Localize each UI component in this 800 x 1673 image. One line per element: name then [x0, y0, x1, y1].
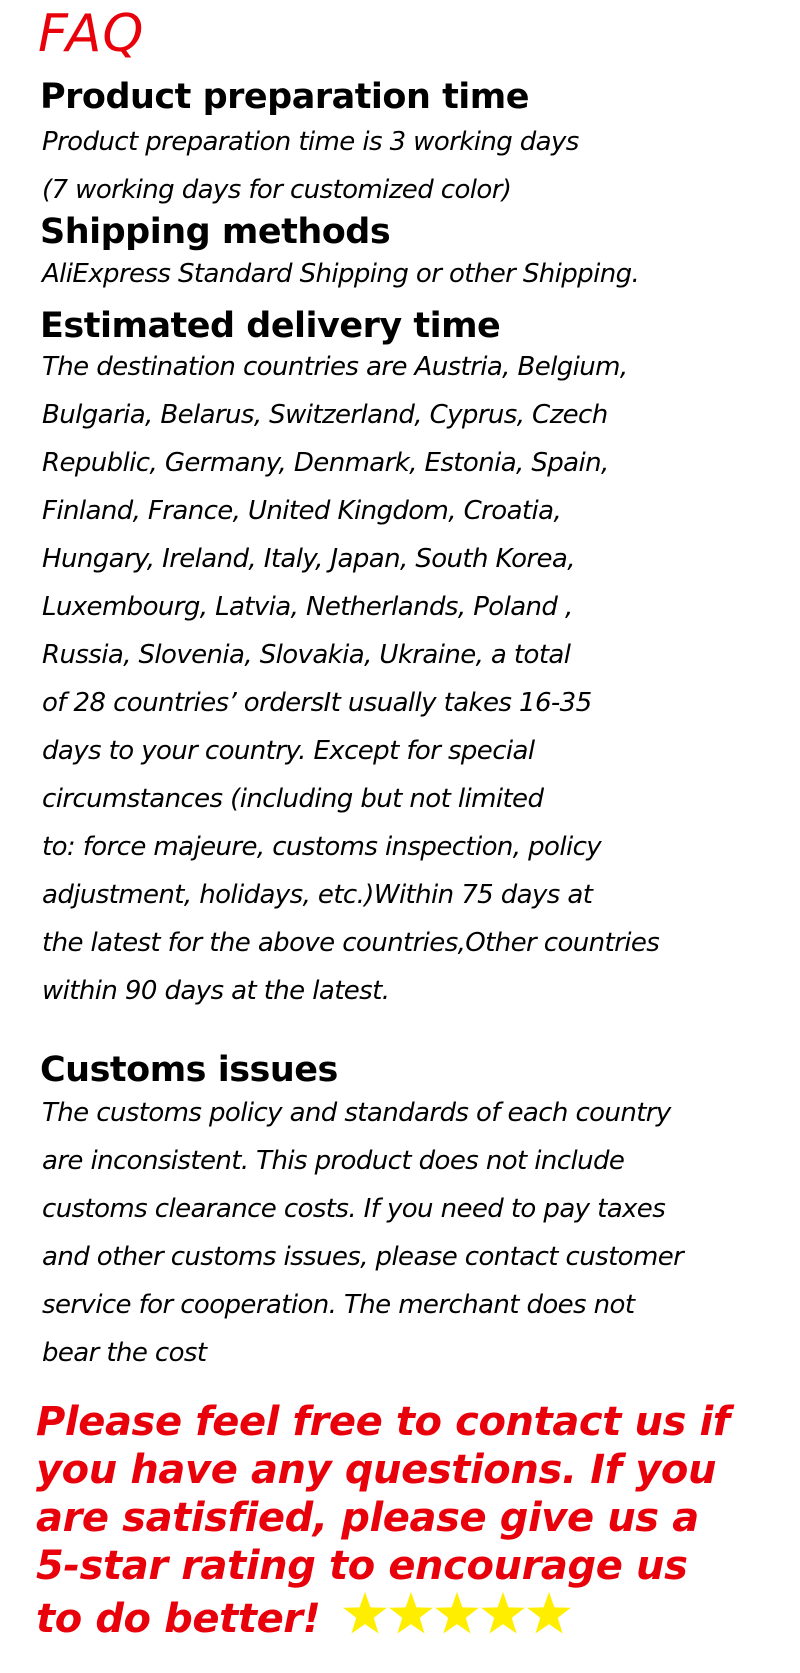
closing-message	[36, 1398, 730, 1642]
star-icon	[434, 1590, 480, 1636]
text-line: The customs policy and standards of each country	[42, 1098, 671, 1128]
text-line: adjustment, holidays, etc.)Within 75 days at	[42, 880, 593, 910]
text-line: and other customs issues, please contact customer	[42, 1242, 684, 1272]
text-line: to: force majeure, customs inspection, policy	[42, 832, 602, 862]
text-line: Luxembourg, Latvia, Netherlands, Poland ,	[42, 592, 573, 622]
text-line: Product preparation time is 3 working days	[42, 127, 579, 157]
text-line: Republic, Germany, Denmark, Estonia, Spain,	[42, 448, 609, 478]
section-body-delivery-time	[42, 343, 659, 1015]
page-title: FAQ	[38, 4, 145, 64]
text-line: of 28 countries’ ordersIt usually takes 16-35	[42, 688, 592, 718]
text-line: (7 working days for customized color)	[42, 175, 512, 205]
text-line: the latest for the above countries,Other countries	[42, 928, 660, 958]
text-line: The destination countries are Austria, Belgium,	[42, 352, 628, 382]
section-body-customs-issues	[42, 1089, 683, 1377]
text-line: Russia, Slovenia, Slovakia, Ukraine, a total	[42, 640, 571, 670]
closing-line-last	[36, 1590, 730, 1642]
closing-line: 5-star rating to encourage us	[36, 1543, 688, 1589]
star-icon	[526, 1590, 572, 1636]
five-star-rating	[342, 1590, 572, 1647]
text-line: are inconsistent. This product does not include	[42, 1146, 625, 1176]
section-body-shipping-methods	[42, 250, 639, 298]
text-line: Hungary, Ireland, Italy, Japan, South Korea,	[42, 544, 575, 574]
section-heading-preparation-time: Product preparation time	[40, 77, 530, 117]
text-line: within 90 days at the latest.	[42, 976, 390, 1006]
text-line: service for cooperation. The merchant does not	[42, 1290, 635, 1320]
text-line: customs clearance costs. If you need to pay taxes	[42, 1194, 666, 1224]
section-heading-customs-issues: Customs issues	[40, 1050, 338, 1090]
section-heading-shipping-methods: Shipping methods	[40, 212, 391, 252]
closing-line: you have any questions. If you	[36, 1447, 717, 1493]
section-body-preparation-time	[42, 118, 579, 214]
closing-line: are satisfied, please give us a	[36, 1495, 699, 1541]
star-icon	[480, 1590, 526, 1636]
text-line: circumstances (including but not limited	[42, 784, 544, 814]
closing-line-text: to do better!	[36, 1596, 321, 1642]
text-line: AliExpress Standard Shipping or other Shipping.	[42, 259, 640, 289]
star-icon	[388, 1590, 434, 1636]
text-line: days to your country. Except for special	[42, 736, 535, 766]
text-line: Bulgaria, Belarus, Switzerland, Cyprus, Czech	[42, 400, 608, 430]
star-icon	[342, 1590, 388, 1636]
closing-line: Please feel free to contact us if	[36, 1399, 730, 1445]
text-line: bear the cost	[42, 1338, 207, 1368]
text-line: Finland, France, United Kingdom, Croatia,	[42, 496, 562, 526]
section-heading-delivery-time: Estimated delivery time	[40, 306, 501, 346]
